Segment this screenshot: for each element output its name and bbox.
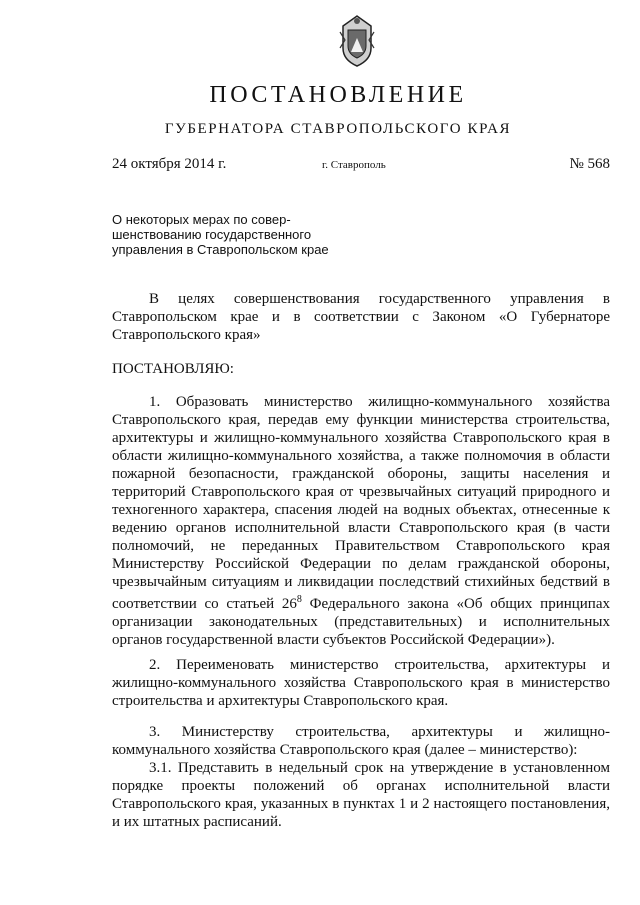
document-title: ПОСТАНОВЛЕНИЕ (209, 82, 467, 108)
preamble (112, 290, 610, 344)
item-3 (112, 723, 610, 759)
document-number: № 568 (569, 156, 610, 172)
document-date: 24 октября 2014 г. (112, 156, 227, 172)
item-1-superscript: 8 (296, 594, 302, 605)
item-1 (112, 393, 610, 649)
item-3-1-text: 3.1. Представить в недельный срок на утверждение в установленном порядке проекты положений об органах исполнительной власти Ставропольского края, указанных в пунктах 1 и 2 настоящего постановления, и их штатных расписаний. (112, 760, 610, 830)
coat-of-arms-icon (337, 12, 377, 68)
item-3-text: 3. Министерству строительства, архитектуры и жилищно-коммунального хозяйства Ставропольского края (далее – министерство): (112, 724, 610, 758)
preamble-text: В целях совершенствования государственного управления в Ставропольском крае и в соответствии с Законом «О Губернаторе Ставропольского края» (112, 291, 610, 343)
item-1-text (112, 393, 610, 649)
item-3-1 (112, 759, 610, 831)
item-2 (112, 656, 610, 710)
item-2-text: 2. Переименовать министерство строительства, архитектуры и жилищно-коммунального хозяйства Ставропольского края в министерство строительства и архитектуры Ставропольского края. (112, 657, 610, 709)
item-1-text-b: Федерального закона «Об общих принципах организации законодательных (представительных) и исполнительных органов государственной власти субъектов Российской Федерации»). (112, 596, 610, 648)
document-city: г. Ставрополь (322, 159, 386, 171)
decree-label: ПОСТАНОВЛЯЮ: (112, 361, 234, 377)
document-subtitle: ГУБЕРНАТОРА СТАВРОПОЛЬСКОГО КРАЯ (164, 121, 512, 137)
item-1-text-a: 1. Образовать министерство жилищно-коммунального хозяйства Ставропольского края, передав ему функции министерства строительства, архитектуры и жилищно-коммунального хозяйства Ставропольского края в области жилищно-коммунального хозяйства, а также полномочия в области пожарной безопасности, гражданской обороны, защиты населения и территорий Ставропольского края от чрезвычайных ситуаций природного и техногенного характера, спасения людей на водных объектах, отнесенные к ведению органов исполнительной власти Ставропольского края (в части полномочий, не переданных Правительством Ставропольского края Министерству Российской Федерации по делам гражданской обороны, чрезвычайным ситуациям и ликвидации последствий стихийных бедствий в соответствии со статьей 26 (112, 394, 610, 612)
document-subject: О некоторых мерах по совер- шенствованию государственного управления в Ставропольском крае (112, 212, 329, 257)
